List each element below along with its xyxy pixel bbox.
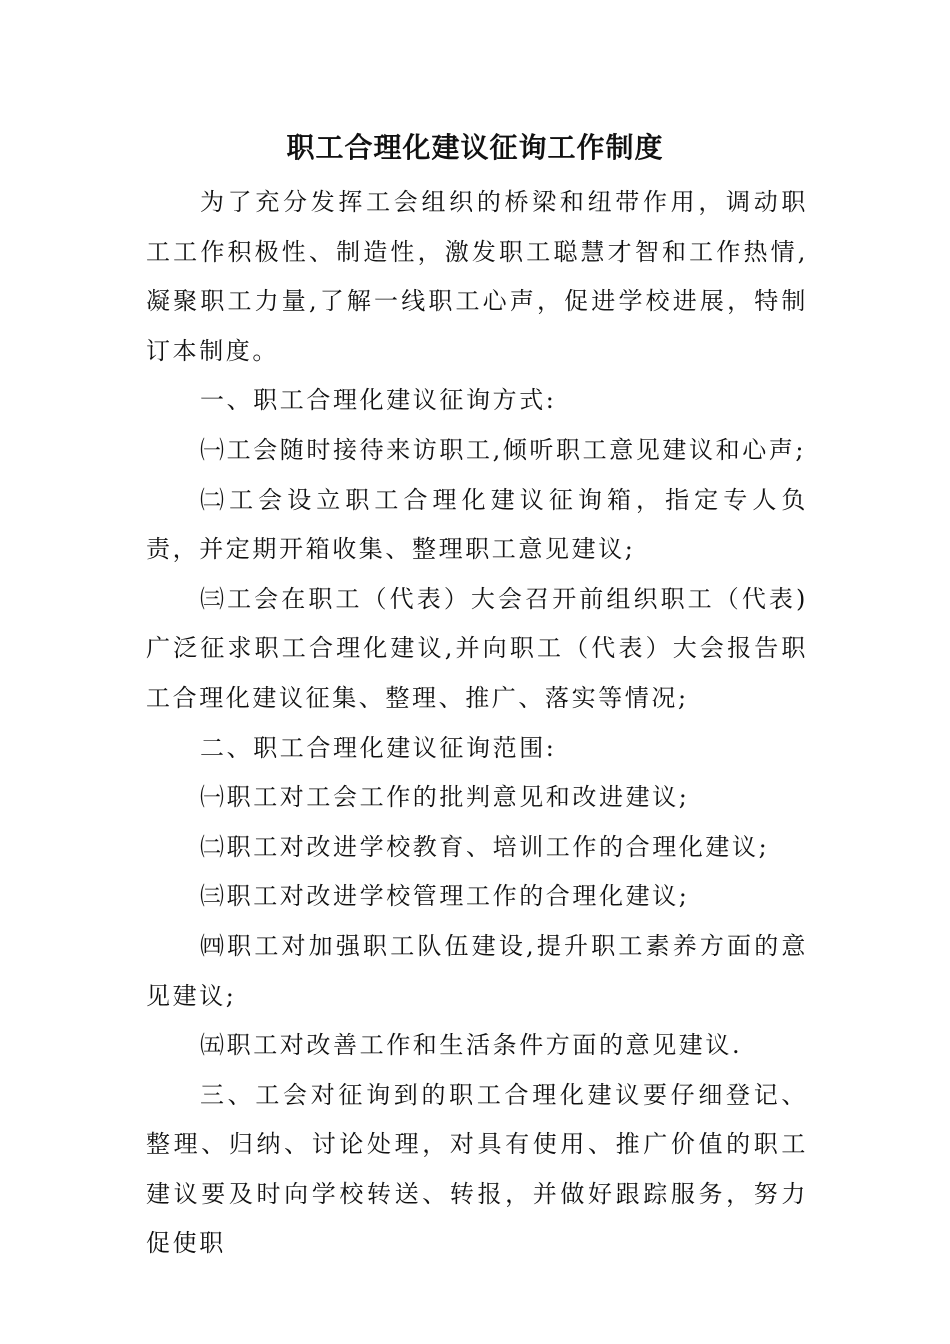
list-item: ㈤职工对改善工作和生活条件方面的意见建议.: [200, 1031, 743, 1060]
section-heading-2: 二、职工合理化建议征询范围:: [200, 733, 557, 762]
paragraph-intro: 为了充分发挥工会组织的桥梁和纽带作用，调动职工工作积极性、制造性，激发职工聪慧才智和工作热情,凝聚职工力量,了解一线职工心声，促进学校进展，特制订本制度。: [146, 188, 808, 365]
list-item: ㈢职工对改进学校管理工作的合理化建议;: [200, 882, 690, 911]
list-item: ㈣职工对加强职工队伍建设,提升职工素养方面的意见建议;: [146, 931, 808, 1010]
document-title: 职工合理化建议征询工作制度: [286, 131, 664, 164]
section-heading-1: 一、职工合理化建议征询方式:: [200, 386, 557, 415]
list-item: ㈡工会设立职工合理化建议征询箱，指定专人负责，并定期开箱收集、整理职工意见建议;: [146, 485, 808, 564]
list-item: ㈠工会随时接待来访职工,倾听职工意见建议和心声;: [200, 435, 807, 464]
list-item: ㈡职工对改进学校教育、培训工作的合理化建议;: [200, 832, 770, 861]
list-item: ㈠职工对工会工作的批判意见和改进建议;: [200, 783, 690, 812]
list-item: ㈢工会在职工（代表）大会召开前组织职工（代表)广泛征求职工合理化建议,并向职工（代表）大会报告职工合理化建议征集、整理、推广、落实等情况;: [146, 584, 808, 712]
document-body: [146, 178, 808, 1269]
section-heading-3: 三、工会对征询到的职工合理化建议要仔细登记、整理、归纳、讨论处理，对具有使用、推广价值的职工建议要及时向学校转送、转报，并做好跟踪服务，努力促使职: [146, 1080, 808, 1258]
